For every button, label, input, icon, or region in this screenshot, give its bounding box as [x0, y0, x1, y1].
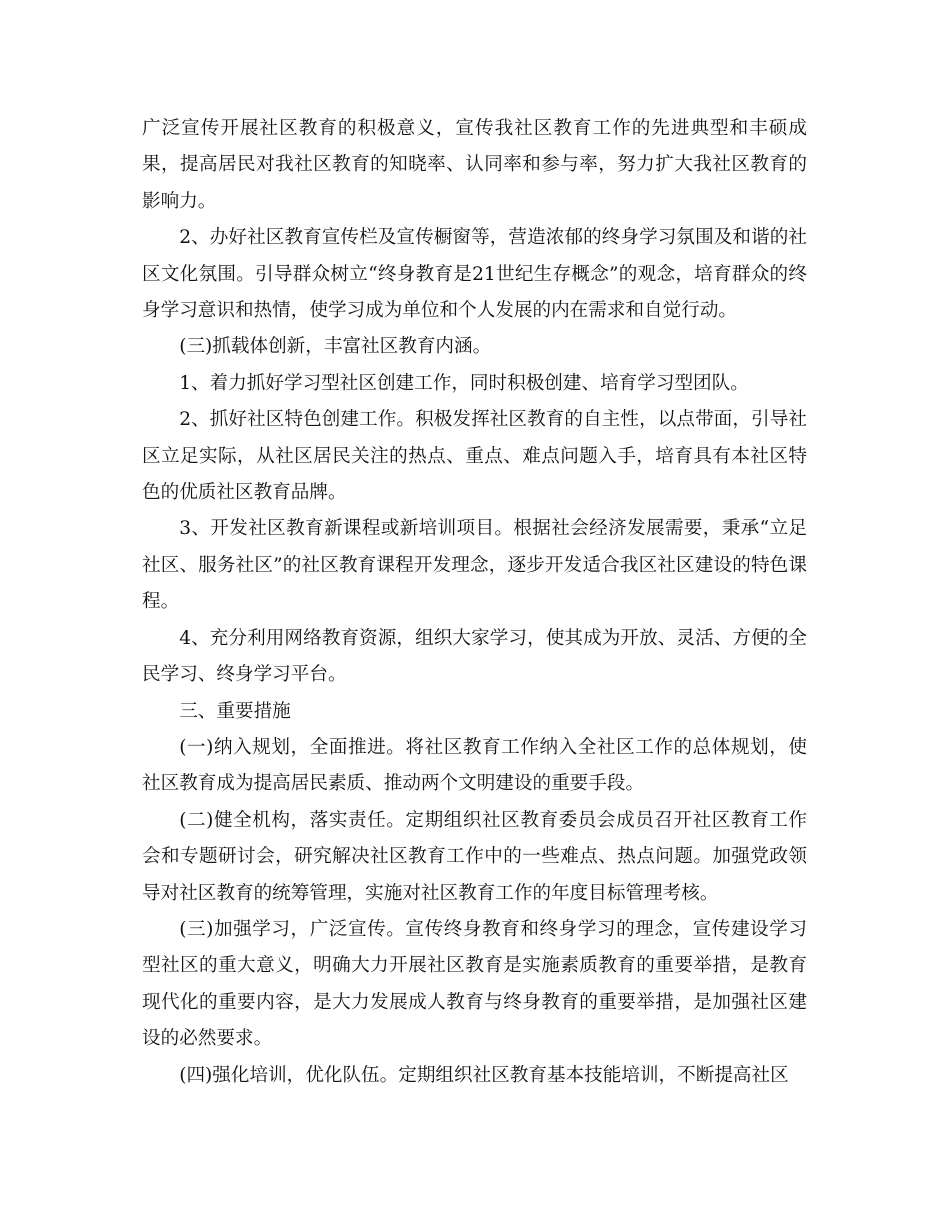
list-item-4: 4、充分利用网络教育资源，组织大家学习，使其成为开放、灵活、方便的全民学习、终身学习平台。 [142, 627, 807, 686]
list-item-3: 3、开发社区教育新课程或新培训项目。根据社会经济发展需要，秉承“立足社区、服务社区”的社区教育课程开发理念，逐步开发适合我区社区建设的特色课程。 [142, 518, 807, 613]
measure-2: (二)健全机构，落实责任。定期组织社区教育委员会成员召开社区教育工作会和专题研讨会，研究解决社区教育工作中的一些难点、热点问题。加强党政领导对社区教育的统筹管理，实施对社区教育工作的年度目标管理考核。 [142, 809, 807, 904]
measure-3: (三)加强学习，广泛宣传。宣传终身教育和终身学习的理念，宣传建设学习型社区的重大意义，明确大力开展社区教育是实施素质教育的重要举措，是教育现代化的重要内容，是大力发展成人教育与终身教育的重要举措，是加强社区建设的必然要求。 [142, 918, 807, 1050]
measure-1: (一)纳入规划，全面推进。将社区教育工作纳入全社区工作的总体规划，使社区教育成为提高居民素质、推动两个文明建设的重要手段。 [142, 736, 807, 795]
section-heading-measures: 三、重要措施 [179, 700, 291, 722]
list-item-1: 1、着力抓好学习型社区创建工作，同时积极创建、培育学习型团队。 [179, 372, 749, 394]
list-item-2: 2、抓好社区特色创建工作。积极发挥社区教育的自主性，以点带面，引导社区立足实际，从社区居民关注的热点、重点、难点问题入手，培育具有本社区特色的优质社区教育品牌。 [142, 409, 807, 504]
section-heading-3: (三)抓载体创新，丰富社区教育内涵。 [179, 336, 492, 358]
document-body [142, 111, 807, 1094]
paragraph-1: 广泛宣传开展社区教育的积极意义，宣传我社区教育工作的先进典型和丰硕成果，提高居民对我社区教育的知晓率、认同率和参与率，努力扩大我社区教育的影响力。 [142, 118, 807, 212]
paragraph-2: 2、办好社区教育宣传栏及宣传橱窗等，营造浓郁的终身学习氛围及和谐的社区文化氛围。引导群众树立“终身教育是21世纪生存概念”的观念，培育群众的终身学习意识和热情，使学习成为单位和个人发展的内在需求和自觉行动。 [142, 227, 807, 322]
measure-4: (四)强化培训，优化队伍。定期组织社区教育基本技能培训，不断提高社区 [179, 1064, 789, 1086]
